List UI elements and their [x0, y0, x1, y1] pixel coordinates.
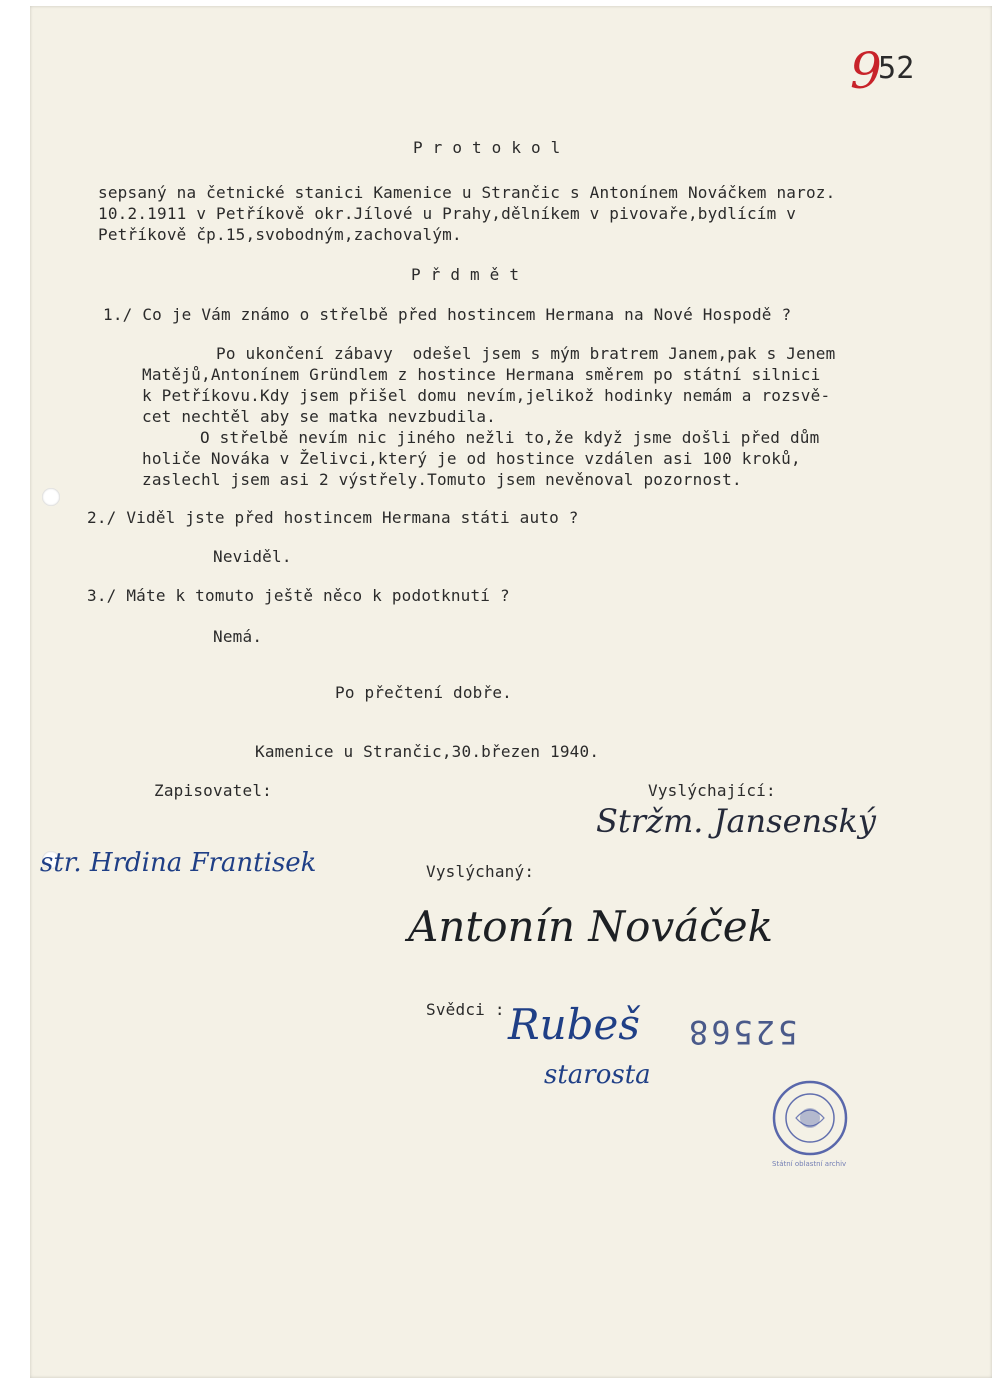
signature-recorder: str. Hrdina Frantisek: [40, 848, 317, 878]
answer-text: Nemá.: [213, 627, 263, 646]
label-interrogated: Vyslýchaný:: [426, 862, 535, 881]
label-interrogator: Vyslýchající:: [648, 781, 776, 800]
document-page: [30, 6, 992, 1378]
answer-line: k Petříkovu.Kdy jsem přišel domu nevím,jelikož hodinky nemám a rozsvě-: [142, 386, 831, 405]
archive-stamp: [770, 1078, 850, 1158]
document-title: P r o t o k o l: [413, 138, 561, 157]
question-text: 3./ Máte k tomuto ještě něco k podotknutí ?: [87, 586, 510, 605]
intro-line: Petříkově čp.15,svobodným,zachovalým.: [98, 225, 462, 244]
intro-line: sepsaný na četnické stanici Kamenice u Strančic s Antonínem Nováčkem naroz.: [98, 183, 836, 202]
question-text: 1./ Co je Vám známo o střelbě před hostincem Hermana na Nové Hospodě ?: [103, 305, 792, 324]
archive-stamp-label: Státní oblastní archiv: [772, 1160, 847, 1168]
answer-text: Neviděl.: [213, 547, 292, 566]
folio-typed: 52: [878, 51, 915, 86]
signature-witness: Rubeš: [508, 1000, 640, 1049]
subject-heading: P ř d m ě t: [411, 265, 520, 284]
answer-line: Po ukončení zábavy odešel jsem s mým bratrem Janem,pak s Jenem: [216, 344, 836, 363]
place-date: Kamenice u Strančic,30.březen 1940.: [255, 742, 600, 761]
punch-hole-upper: [42, 488, 60, 506]
answer-line: Matějů,Antonínem Gründlem z hostince Hermana směrem po státní silnici: [142, 365, 821, 384]
folio-handwritten: 9: [850, 42, 882, 100]
intro-line: 10.2.1911 v Petříkově okr.Jílové u Prahy,dělníkem v pivovaře,bydlícím v: [98, 204, 797, 223]
signature-interrogator: Stržm. Jansenský: [596, 802, 876, 840]
question-text: 2./ Viděl jste před hostincem Hermana státi auto ?: [87, 508, 579, 527]
answer-line: zaslechl jsem asi 2 výstřely.Tomuto jsem nevěnoval pozornost.: [142, 470, 742, 489]
archive-number: 52568: [686, 1013, 798, 1051]
witness-role: starosta: [544, 1060, 651, 1090]
answer-line: holiče Nováka v Želivci,který je od hostince vzdálen asi 100 kroků,: [142, 449, 801, 468]
answer-line: O střelbě nevím nic jiného nežli to,že když jsme došli před dům: [200, 428, 820, 447]
closing-statement: Po přečtení dobře.: [335, 683, 512, 702]
answer-line: cet nechtěl aby se matka nevzbudila.: [142, 407, 496, 426]
signature-interrogated: Antonín Nováček: [408, 902, 774, 951]
label-recorder: Zapisovatel:: [154, 781, 272, 800]
label-witnesses: Svědci :: [426, 1000, 505, 1019]
